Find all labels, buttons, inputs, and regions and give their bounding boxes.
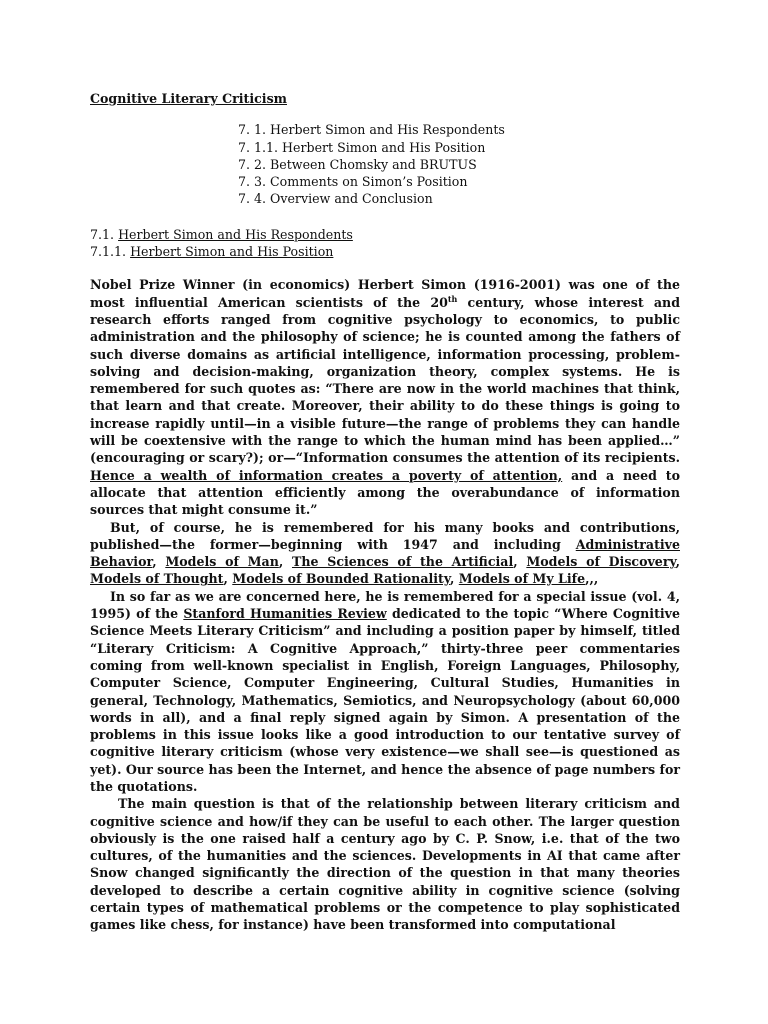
- book-title: Administrative Behavior: [90, 536, 680, 570]
- paragraph-2: [90, 519, 680, 588]
- toc-item: 7. 3. Comments on Simon’s Position: [238, 174, 468, 190]
- toc-item: 7. 1. Herbert Simon and His Respondents: [238, 122, 505, 138]
- book-title: Models of Bounded Rationality: [232, 571, 450, 587]
- text-run: Nobel Prize Winner (in economics) Herbert Simon (1916-2001) was one of the most influential American scientists of the 20: [90, 277, 680, 310]
- separator: ,: [223, 571, 233, 587]
- document-title: Cognitive Literary Criticism: [90, 91, 287, 106]
- book-title: Models of Thought: [90, 571, 224, 587]
- toc-item: 7. 4. Overview and Conclusion: [238, 191, 433, 207]
- separator: ,: [278, 554, 292, 570]
- book-title: Models of Man: [165, 554, 279, 570]
- separator: ,: [152, 554, 166, 570]
- section-title: Herbert Simon and His Respondents: [118, 226, 353, 242]
- section-heading-7-1-1: [90, 243, 680, 260]
- section-number: 7.1.: [90, 226, 115, 242]
- underlined-quote: Hence a wealth of information creates a poverty of attention,: [90, 467, 563, 483]
- document-page: [90, 90, 680, 934]
- separator: ,: [449, 571, 459, 587]
- book-title: Models of My Life: [458, 571, 586, 587]
- text-run: century, whose interest and research efforts ranged from cognitive psychology to economics, to public administration and the philosophy of science; he is counted among the fathers of such diverse domains as artificial intelligence, information processing, problem-solving and decision-making, organization theory, complex systems. He is remembered for such quotes as: “There are now in the world machines that think, that learn and that create. Moreover, their ability to do these things is going to increase rapidly until—in a visible future—the range of problems they can handle will be coextensive with the range to which the human mind has been applied…” (encouraging or scary?); or—“Information consumes the attention of its recipients.: [90, 294, 680, 466]
- paragraph-3: [90, 588, 680, 796]
- table-of-contents: [238, 121, 680, 207]
- text-run: dedicated to the topic “Where Cognitive Science Meets Literary Criticism” and including a position paper by himself, titled “Literary Criticism: A Cognitive Approach,” thirty-three peer commentaries coming from well-known specialist in English, Foreign Languages, Philosophy, Computer Science, Computer Engineering, Cultural Studies, Humanities in general, Technology, Mathematics, Semiotics, and Neuropsychology (about 60,000 words in all), and a final reply signed again by Simon. A presentation of the problems in this issue looks like a good introduction to our tentative survey of cognitive literary criticism (whose very existence—we shall see—is questioned as yet). Our source has been the Internet, and hence the absence of page numbers for the quotations.: [90, 606, 680, 794]
- toc-item: 7. 2. Between Chomsky and BRUTUS: [238, 156, 477, 172]
- paragraph-4: The main question is that of the relationship between literary criticism and cognitive science and how/if they can be useful to each other. The larger question obviously is the one raised half a century ago by C. P. Snow, i.e. that of the two cultures, of the humanities and the sciences. Developments in AI that came after Snow changed significantly the direction of the question in that many theories developed to describe a certain cognitive ability in cognitive science (solving certain types of mathematical problems or the competence to play sophisticated games like chess, for instance) have been transformed into computational: [90, 796, 680, 933]
- text-run: and a need to allocate that attention efficiently among the overabundance of information sources that might consume it.”: [90, 467, 680, 518]
- paragraph-1: [90, 276, 680, 518]
- journal-title: Stanford Humanities Review: [183, 606, 387, 622]
- book-title: Models of Discovery: [526, 554, 676, 570]
- separator: ,: [513, 554, 527, 570]
- section-title: Herbert Simon and His Position: [130, 244, 334, 260]
- section-number: 7.1.1.: [90, 244, 127, 260]
- text-run: In so far as we are concerned here, he is remembered for a special issue (vol. 4, 1995) of the: [90, 588, 680, 622]
- superscript: th: [447, 293, 458, 304]
- section-headings: [90, 226, 680, 261]
- toc-item: 7. 1.1. Herbert Simon and His Position: [238, 139, 486, 155]
- text-run: But, of course, he is remembered for his many books and contributions, published—the former—beginning with 1947 and including: [90, 519, 680, 552]
- text-run: ,,,: [585, 571, 599, 587]
- separator: ,: [675, 554, 680, 570]
- book-title: The Sciences of the Artificial: [291, 554, 514, 570]
- section-heading-7-1: [90, 226, 680, 243]
